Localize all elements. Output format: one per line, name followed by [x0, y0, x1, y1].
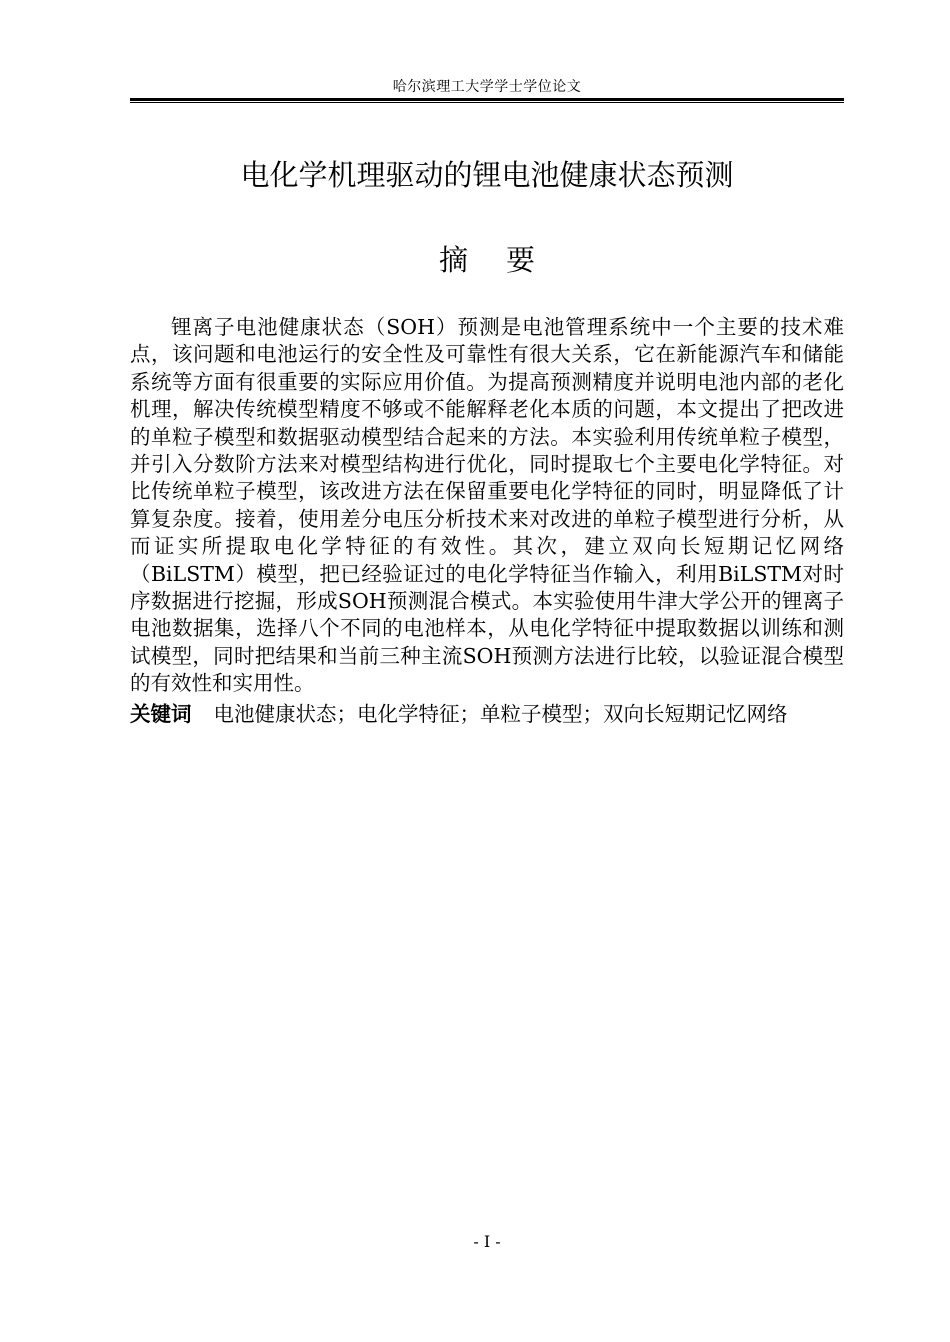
keywords-label: 关键词 [130, 702, 192, 726]
header-rule [130, 98, 844, 103]
abstract-heading: 摘要 [438, 243, 573, 277]
running-header: 哈尔滨理工大学学士学位论文 [392, 79, 582, 95]
page-number: - I - [473, 1232, 501, 1251]
abstract-body: 锂离子电池健康状态（SOH）预测是电池管理系统中一个主要的技术难点，该问题和电池运行的安全性及可靠性有很大关系，它在新能源汽车和储能系统等方面有很重要的实际应用价值。为提高预测精度并说明电池内部的老化机理，解决传统模型精度不够或不能解释老化本质的问题，本文提出了把改进的单粒子模型和数据驱动模型结合起来的方法。本实验利用传统单粒子模型，并引入分数阶方法来对模型结构进行优化，同时提取七个主要电化学特征。对比传统单粒子模型，该改进方法在保留重要电化学特征的同时，明显降低了计算复杂度。接着，使用差分电压分析技术来对改进的单粒子模型进行分析，从而证实所提取电化学特征的有效性。其次，建立双向长短期记忆网络（BiLSTM）模型，把已经验证过的电化学特征当作输入，利用BiLSTM对时序数据进行挖掘，形成SOH预测混合模式。本实验使用牛津大学公开的锂离子电池数据集，选择八个不同的电池样本，从电化学特征中提取数据以训练和测试模型，同时把结果和当前三种主流SOH预测方法进行比较，以验证混合模型的有效性和实用性。 [130, 315, 844, 696]
keywords-line [130, 700, 844, 728]
thesis-title: 电化学机理驱动的锂电池健康状态预测 [240, 158, 734, 192]
keywords-text: 电池健康状态；电化学特征；单粒子模型；双向长短期记忆网络 [213, 702, 788, 726]
